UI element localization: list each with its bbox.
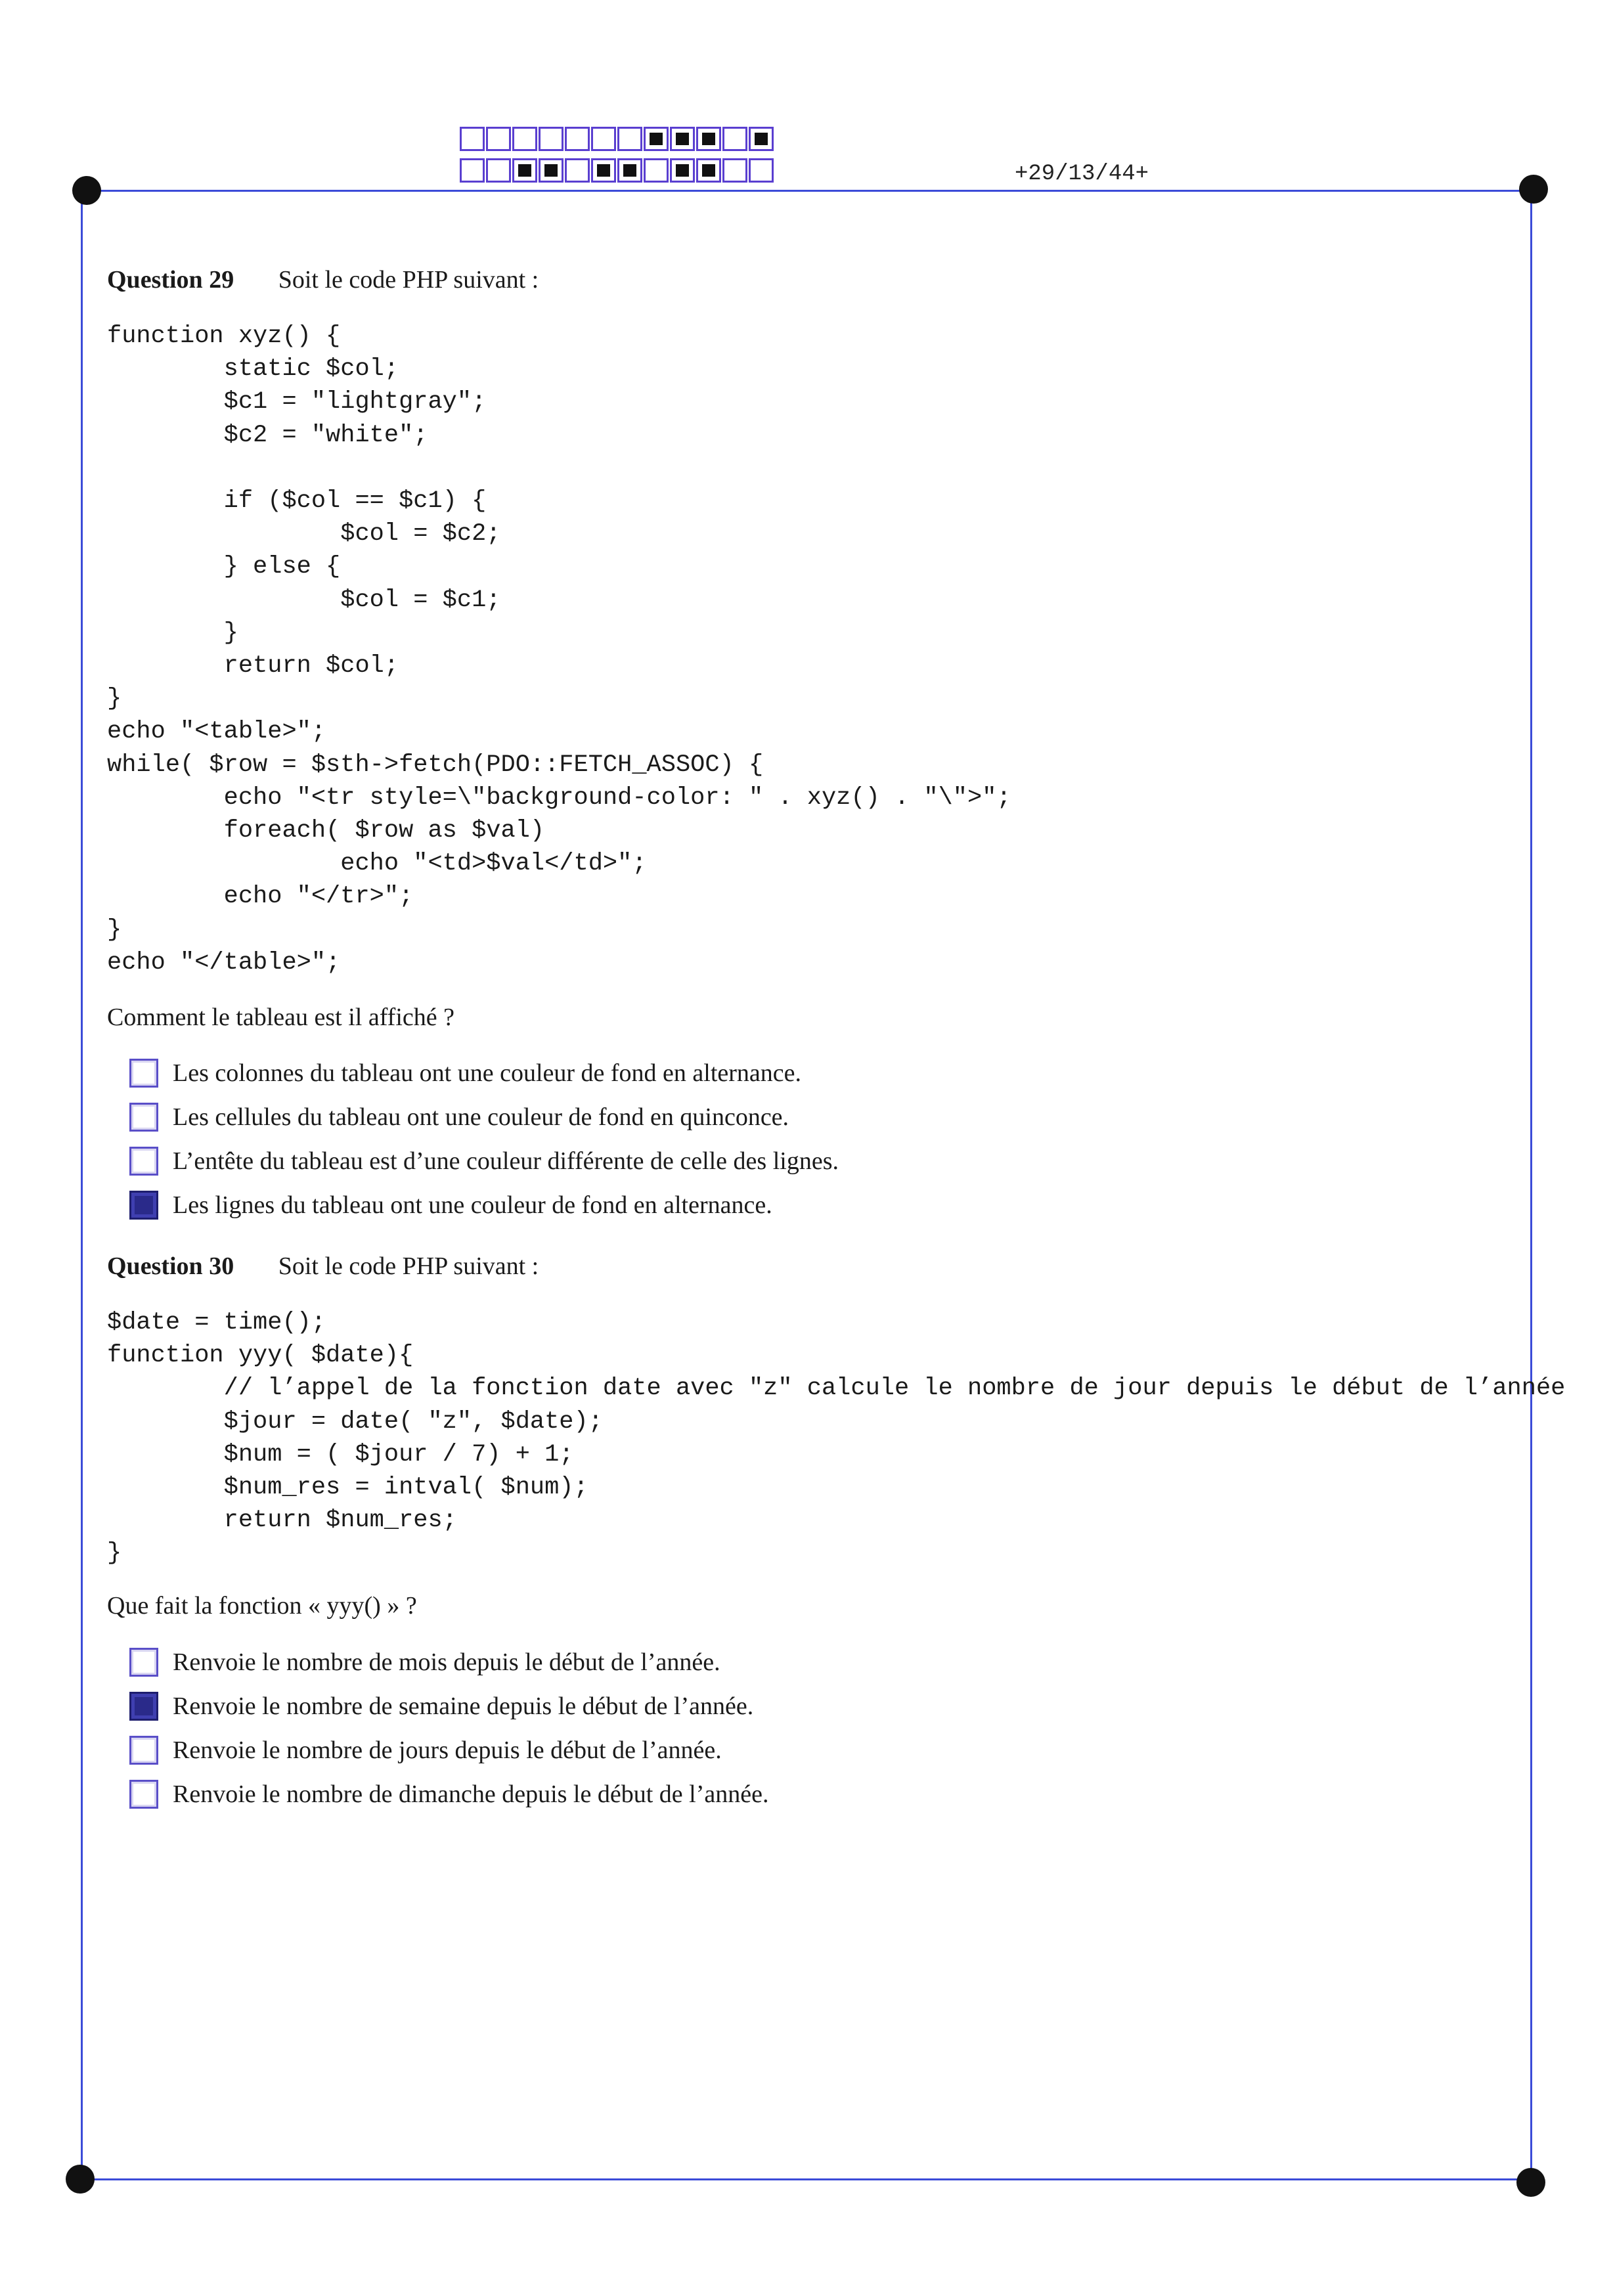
corner-mark-bottom-left	[66, 2165, 95, 2194]
checkbox[interactable]	[129, 1780, 158, 1809]
answer-option[interactable]	[129, 1095, 839, 1139]
barcode-cell	[644, 158, 669, 183]
frame-top-line	[87, 190, 1535, 192]
answer-text: L’entête du tableau est d’une couleur différente de celle des lignes.	[173, 1147, 839, 1175]
barcode-cell	[539, 127, 563, 151]
barcode-top-row	[460, 127, 775, 151]
frame-right-line	[1530, 190, 1532, 2180]
q30-prompt: Que fait la fonction « yyy() » ?	[107, 1592, 417, 1620]
barcode-cell	[696, 127, 721, 151]
answer-text: Les colonnes du tableau ont une couleur de fond en alternance.	[173, 1059, 802, 1087]
barcode-cell	[722, 158, 747, 183]
answer-text: Renvoie le nombre de jours depuis le début de l’année.	[173, 1736, 722, 1764]
barcode-cell	[670, 127, 695, 151]
answer-text: Renvoie le nombre de dimanche depuis le début de l’année.	[173, 1780, 769, 1808]
question-30-header	[107, 1252, 539, 1281]
frame-bottom-line	[81, 2178, 1532, 2180]
barcode-cell	[696, 158, 721, 183]
barcode-cell	[512, 127, 537, 151]
q30-choices	[129, 1640, 768, 1816]
answer-text: Les cellules du tableau ont une couleur de fond en quinconce.	[173, 1103, 789, 1131]
question-intro: Soit le code PHP suivant :	[278, 1252, 539, 1280]
barcode-cell	[565, 127, 590, 151]
corner-mark-bottom-right	[1516, 2168, 1545, 2197]
checkbox[interactable]	[129, 1648, 158, 1677]
q30-code-block: $date = time(); function yyy( $date){ // l’appel de la fonction date avec "z" calcule le nombre de jour depuis le début de l’année $jour = date( "z", $date); $num = ( $jour / 7) + 1; $num_res = intval( $num); return $num_res; }	[107, 1309, 1566, 1568]
answer-option[interactable]	[129, 1051, 839, 1095]
barcode-cell	[670, 158, 695, 183]
question-intro: Soit le code PHP suivant :	[278, 266, 539, 294]
barcode-cell	[591, 127, 616, 151]
answer-text: Renvoie le nombre de semaine depuis le début de l’année.	[173, 1692, 754, 1720]
page-id: +29/13/44+	[1015, 162, 1149, 187]
barcode-bottom-row	[460, 158, 775, 183]
answer-text: Renvoie le nombre de mois depuis le début de l’année.	[173, 1648, 720, 1676]
barcode-cell	[722, 127, 747, 151]
checkbox[interactable]	[129, 1147, 158, 1176]
answer-option[interactable]	[129, 1183, 839, 1227]
question-number: Question 29	[107, 266, 234, 294]
answer-option[interactable]	[129, 1640, 768, 1684]
barcode-cell	[617, 158, 642, 183]
answer-option[interactable]	[129, 1139, 839, 1183]
corner-mark-top-left	[72, 176, 101, 205]
checkbox[interactable]	[129, 1059, 158, 1088]
q29-choices	[129, 1051, 839, 1227]
q29-code-block: function xyz() { static $col; $c1 = "lightgray"; $c2 = "white"; if ($col == $c1) { $col = $c2; } else { $col = $c1; } return $col; } echo "<table>"; while( $row = $sth->fetch(PDO::FETCH_ASSOC) { echo "<tr style=\"background-color: " . xyz() . "\">"; foreach( $row as $val) echo "<td>$val</td>"; echo "</tr>"; } echo "</table>";	[107, 322, 1011, 977]
barcode-cell	[591, 158, 616, 183]
barcode-cell	[644, 127, 669, 151]
barcode-cell	[539, 158, 563, 183]
checkbox[interactable]	[129, 1692, 158, 1721]
answer-option[interactable]	[129, 1684, 768, 1728]
corner-mark-top-right	[1519, 175, 1548, 204]
barcode-cell	[486, 158, 511, 183]
checkbox[interactable]	[129, 1103, 158, 1132]
q29-prompt: Comment le tableau est il affiché ?	[107, 1004, 454, 1031]
barcode-cell	[460, 158, 485, 183]
question-29-header	[107, 265, 539, 294]
checkbox[interactable]	[129, 1736, 158, 1765]
barcode-cell	[617, 127, 642, 151]
question-number: Question 30	[107, 1252, 234, 1280]
barcode-cell	[749, 127, 774, 151]
answer-option[interactable]	[129, 1728, 768, 1772]
checkbox[interactable]	[129, 1191, 158, 1220]
answer-option[interactable]	[129, 1772, 768, 1816]
barcode-cell	[565, 158, 590, 183]
barcode-cell	[460, 127, 485, 151]
answer-text: Les lignes du tableau ont une couleur de fond en alternance.	[173, 1191, 772, 1219]
barcode-cell	[486, 127, 511, 151]
frame-left-line	[81, 190, 83, 2180]
barcode-cell	[749, 158, 774, 183]
barcode-cell	[512, 158, 537, 183]
